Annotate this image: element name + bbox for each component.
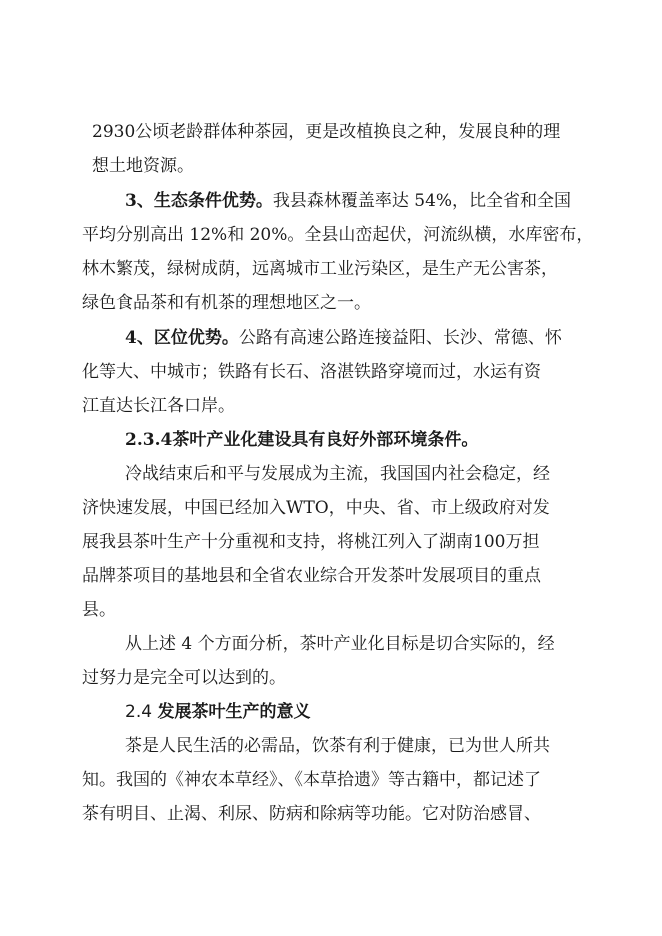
- text-line-4: 平均分别高出 12%和 20%。全县山峦起伏，河流纵横，水库密布，: [82, 225, 594, 245]
- text-line-8: 化等大、中城市；铁路有长石、洛湛铁路穿境而过，水运有资: [82, 362, 541, 382]
- text-line-16: 过努力是完全可以达到的。: [82, 668, 286, 688]
- paragraph-location: [125, 326, 562, 350]
- text-line-10: 冷战结束后和平与发展成为主流，我国国内社会稳定，经: [125, 464, 550, 484]
- text-line-9: 江直达长江各口岸。: [82, 396, 235, 416]
- section-number: 2.4: [125, 702, 153, 722]
- heading-ecology-advantage: 3、生态条件优势。: [125, 191, 273, 211]
- paragraph-ecology: [125, 189, 571, 213]
- text-line-15: 从上述 4 个方面分析，茶叶产业化目标是切合实际的，经: [125, 634, 555, 654]
- section-heading-2-4: [125, 700, 310, 724]
- text-line-5: 林木繁茂，绿树成荫，远离城市工业污染区，是生产无公害茶，: [82, 259, 558, 279]
- text-line-11: 济快速发展，中国已经加入WTO，中央、省、市上级政府对发: [82, 498, 550, 518]
- text-line-13: 品牌茶项目的基地县和全省农业综合开发茶叶发展项目的重点: [82, 566, 541, 586]
- text-line-17: 茶是人民生活的必需品，饮茶有利于健康，已为世人所共: [125, 736, 550, 756]
- text-line-6: 绿色食品茶和有机茶的理想地区之一。: [82, 293, 371, 313]
- text-line-18: 知。我国的《神农本草经》、《本草拾遗》等古籍中，都记述了: [82, 770, 541, 790]
- heading-location-advantage: 4、区位优势。: [125, 328, 239, 348]
- section-heading-2-3-4: 2.3.4茶叶产业化建设具有良好外部环境条件。: [125, 430, 479, 450]
- text-line-12: 展我县茶叶生产十分重视和支持，将桃江列入了湖南100万担: [82, 532, 540, 552]
- text-line-1: 2930公顷老龄群体种茶园，更是改植换良之种，发展良种的理: [92, 122, 561, 142]
- text-line-7: 公路有高速公路连接益阳、长沙、常德、怀: [238, 328, 562, 348]
- text-line-3: 我县森林覆盖率达 54%，比全省和全国: [272, 191, 572, 211]
- section-title: 发展茶叶生产的意义: [157, 702, 311, 722]
- text-line-19: 茶有明目、止渴、利尿、防病和除病等功能。它对防治感冒、: [82, 804, 541, 824]
- text-line-14: 县。: [82, 600, 116, 620]
- text-line-2: 想土地资源。: [92, 156, 194, 176]
